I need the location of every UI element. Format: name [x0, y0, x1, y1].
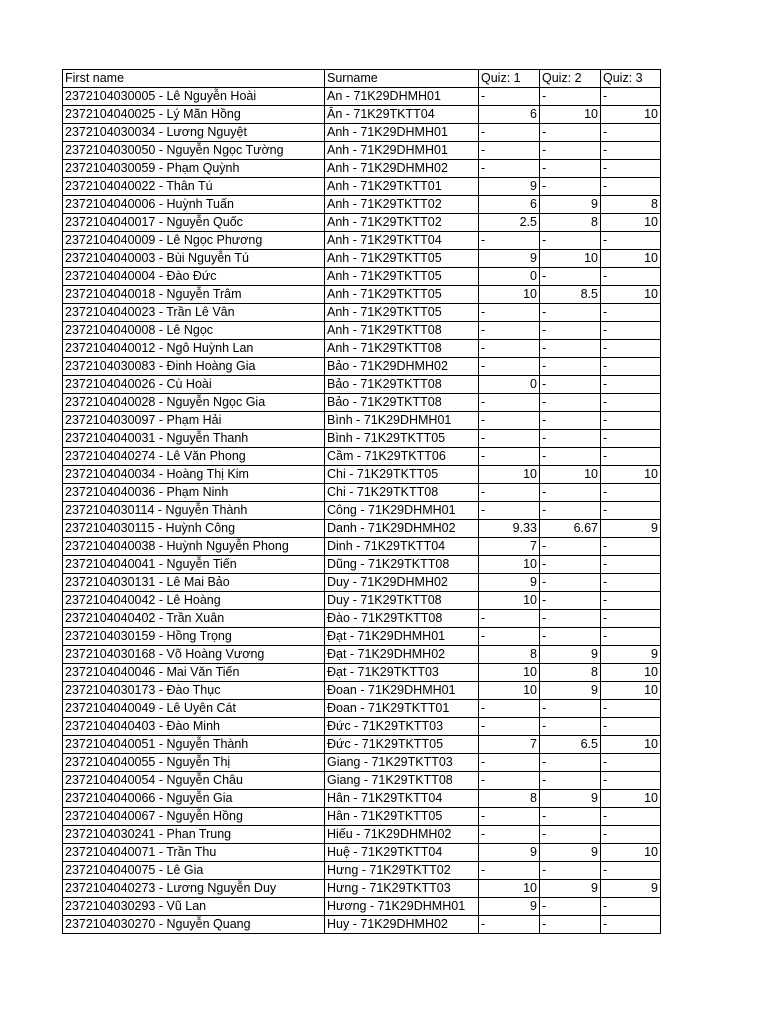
quiz-1-cell: - — [479, 340, 540, 358]
table-row — [63, 358, 661, 376]
table-row — [63, 106, 661, 124]
first-name-cell: 2372104030293 - Vũ Lan — [63, 898, 325, 916]
quiz-3-cell: - — [601, 88, 661, 106]
table-row — [63, 448, 661, 466]
table-row — [63, 844, 661, 862]
quiz-1-cell: - — [479, 322, 540, 340]
quiz-3-cell: - — [601, 610, 661, 628]
quiz-2-cell: - — [540, 232, 601, 250]
quiz-1-cell: - — [479, 124, 540, 142]
quiz-1-cell: - — [479, 484, 540, 502]
quiz-3-cell: 10 — [601, 466, 661, 484]
quiz-2-cell: 10 — [540, 106, 601, 124]
quiz-3-cell: 10 — [601, 286, 661, 304]
header-quiz-1: Quiz: 1 — [479, 70, 540, 88]
surname-cell: Anh - 71K29TKTT08 — [325, 322, 479, 340]
surname-cell: Đức - 71K29TKTT03 — [325, 718, 479, 736]
quiz-2-cell: 10 — [540, 466, 601, 484]
table-row — [63, 232, 661, 250]
surname-cell: Anh - 71K29TKTT01 — [325, 178, 479, 196]
first-name-cell: 2372104030059 - Phạm Quỳnh — [63, 160, 325, 178]
quiz-3-cell: - — [601, 358, 661, 376]
quiz-3-cell: - — [601, 304, 661, 322]
table-row — [63, 754, 661, 772]
quiz-3-cell: - — [601, 556, 661, 574]
table-row — [63, 736, 661, 754]
quiz-3-cell: - — [601, 916, 661, 934]
surname-cell: Anh - 71K29TKTT04 — [325, 232, 479, 250]
quiz-1-cell: - — [479, 826, 540, 844]
surname-cell: Anh - 71K29DHMH01 — [325, 124, 479, 142]
first-name-cell: 2372104040402 - Trần Xuân — [63, 610, 325, 628]
quiz-1-cell: 10 — [479, 592, 540, 610]
quiz-3-cell: - — [601, 484, 661, 502]
quiz-3-cell: - — [601, 142, 661, 160]
quiz-2-cell: 6.67 — [540, 520, 601, 538]
surname-cell: Anh - 71K29TKTT05 — [325, 250, 479, 268]
quiz-2-cell: - — [540, 574, 601, 592]
first-name-cell: 2372104040008 - Lê Ngọc — [63, 322, 325, 340]
quiz-3-cell: - — [601, 538, 661, 556]
quiz-2-cell: - — [540, 898, 601, 916]
quiz-1-cell: 8 — [479, 646, 540, 664]
quiz-2-cell: - — [540, 124, 601, 142]
table-row — [63, 610, 661, 628]
quiz-2-cell: - — [540, 412, 601, 430]
surname-cell: Huệ - 71K29TKTT04 — [325, 844, 479, 862]
quiz-3-cell: 10 — [601, 106, 661, 124]
first-name-cell: 2372104040055 - Nguyễn Thị — [63, 754, 325, 772]
table-row — [63, 142, 661, 160]
table-row — [63, 484, 661, 502]
table-row — [63, 718, 661, 736]
quiz-3-cell: - — [601, 502, 661, 520]
quiz-2-cell: - — [540, 862, 601, 880]
table-row — [63, 268, 661, 286]
quiz-2-cell: 9 — [540, 790, 601, 808]
quiz-3-cell: - — [601, 862, 661, 880]
quiz-1-cell: - — [479, 700, 540, 718]
quiz-2-cell: - — [540, 358, 601, 376]
first-name-cell: 2372104040028 - Nguyễn Ngọc Gia — [63, 394, 325, 412]
quiz-1-cell: - — [479, 412, 540, 430]
quiz-1-cell: 10 — [479, 286, 540, 304]
quiz-2-cell: - — [540, 700, 601, 718]
quiz-3-cell: 10 — [601, 736, 661, 754]
table-row — [63, 628, 661, 646]
table-row — [63, 322, 661, 340]
surname-cell: Anh - 71K29DHMH02 — [325, 160, 479, 178]
surname-cell: Cầm - 71K29TKTT06 — [325, 448, 479, 466]
quiz-1-cell: 9 — [479, 250, 540, 268]
header-quiz-2: Quiz: 2 — [540, 70, 601, 88]
table-row — [63, 124, 661, 142]
surname-cell: An - 71K29DHMH01 — [325, 88, 479, 106]
quiz-2-cell: - — [540, 826, 601, 844]
quiz-2-cell: - — [540, 376, 601, 394]
first-name-cell: 2372104030050 - Nguyễn Ngọc Tường — [63, 142, 325, 160]
quiz-2-cell: - — [540, 160, 601, 178]
table-row — [63, 916, 661, 934]
surname-cell: Hiếu - 71K29DHMH02 — [325, 826, 479, 844]
surname-cell: Duy - 71K29DHMH02 — [325, 574, 479, 592]
quiz-3-cell: - — [601, 754, 661, 772]
quiz-1-cell: 8 — [479, 790, 540, 808]
table-row — [63, 88, 661, 106]
quiz-2-cell: 8 — [540, 214, 601, 232]
surname-cell: Đào - 71K29TKTT08 — [325, 610, 479, 628]
quiz-2-cell: - — [540, 610, 601, 628]
quiz-3-cell: - — [601, 826, 661, 844]
surname-cell: Đạt - 71K29TKTT03 — [325, 664, 479, 682]
first-name-cell: 2372104040273 - Lương Nguyễn Duy — [63, 880, 325, 898]
quiz-1-cell: - — [479, 916, 540, 934]
header-row — [63, 70, 661, 88]
surname-cell: Đạt - 71K29DHMH02 — [325, 646, 479, 664]
quiz-1-cell: 10 — [479, 556, 540, 574]
quiz-3-cell: 10 — [601, 790, 661, 808]
quiz-2-cell: - — [540, 502, 601, 520]
first-name-cell: 2372104030115 - Huỳnh Công — [63, 520, 325, 538]
quiz-2-cell: - — [540, 268, 601, 286]
first-name-cell: 2372104040036 - Phạm Ninh — [63, 484, 325, 502]
quiz-1-cell: 9 — [479, 898, 540, 916]
first-name-cell: 2372104040051 - Nguyễn Thành — [63, 736, 325, 754]
first-name-cell: 2372104040004 - Đào Đức — [63, 268, 325, 286]
table-row — [63, 790, 661, 808]
quiz-3-cell: 9 — [601, 646, 661, 664]
quiz-1-cell: 0 — [479, 376, 540, 394]
quiz-2-cell: 9 — [540, 646, 601, 664]
surname-cell: Giang - 71K29TKTT08 — [325, 772, 479, 790]
quiz-1-cell: - — [479, 862, 540, 880]
first-name-cell: 2372104040025 - Lý Mãn Hồng — [63, 106, 325, 124]
first-name-cell: 2372104040046 - Mai Văn Tiến — [63, 664, 325, 682]
quiz-1-cell: - — [479, 304, 540, 322]
quiz-3-cell: - — [601, 232, 661, 250]
quiz-1-cell: - — [479, 718, 540, 736]
quiz-2-cell: - — [540, 340, 601, 358]
table-row — [63, 466, 661, 484]
quiz-2-cell: 8 — [540, 664, 601, 682]
quiz-2-cell: - — [540, 178, 601, 196]
first-name-cell: 2372104040066 - Nguyễn Gia — [63, 790, 325, 808]
quiz-2-cell: - — [540, 322, 601, 340]
quiz-1-cell: - — [479, 772, 540, 790]
surname-cell: Anh - 71K29TKTT05 — [325, 286, 479, 304]
surname-cell: Anh - 71K29TKTT02 — [325, 196, 479, 214]
table-row — [63, 862, 661, 880]
quiz-2-cell: 9 — [540, 682, 601, 700]
quiz-2-cell: 8.5 — [540, 286, 601, 304]
quiz-2-cell: - — [540, 808, 601, 826]
surname-cell: Huy - 71K29DHMH02 — [325, 916, 479, 934]
first-name-cell: 2372104040022 - Thân Tú — [63, 178, 325, 196]
first-name-cell: 2372104040006 - Huỳnh Tuấn — [63, 196, 325, 214]
first-name-cell: 2372104030270 - Nguyễn Quang — [63, 916, 325, 934]
table-row — [63, 646, 661, 664]
quiz-1-cell: - — [479, 88, 540, 106]
table-row — [63, 664, 661, 682]
quiz-1-cell: 9.33 — [479, 520, 540, 538]
first-name-cell: 2372104030131 - Lê Mai Bảo — [63, 574, 325, 592]
quiz-1-cell: 6 — [479, 196, 540, 214]
table-row — [63, 430, 661, 448]
quiz-1-cell: - — [479, 394, 540, 412]
quiz-2-cell: - — [540, 916, 601, 934]
first-name-cell: 2372104040038 - Huỳnh Nguyễn Phong — [63, 538, 325, 556]
quiz-3-cell: - — [601, 430, 661, 448]
first-name-cell: 2372104030168 - Võ Hoàng Vương — [63, 646, 325, 664]
table-row — [63, 178, 661, 196]
quiz-2-cell: 9 — [540, 880, 601, 898]
quiz-2-cell: 6.5 — [540, 736, 601, 754]
first-name-cell: 2372104040009 - Lê Ngọc Phương — [63, 232, 325, 250]
table-row — [63, 304, 661, 322]
surname-cell: Chi - 71K29TKTT08 — [325, 484, 479, 502]
quiz-3-cell: - — [601, 124, 661, 142]
surname-cell: Anh - 71K29TKTT08 — [325, 340, 479, 358]
table-row — [63, 682, 661, 700]
table-row — [63, 556, 661, 574]
quiz-1-cell: 7 — [479, 538, 540, 556]
table-row — [63, 880, 661, 898]
quiz-1-cell: - — [479, 628, 540, 646]
surname-cell: Đoan - 71K29TKTT01 — [325, 700, 479, 718]
quiz-3-cell: 10 — [601, 682, 661, 700]
table-row — [63, 286, 661, 304]
surname-cell: Công - 71K29DHMH01 — [325, 502, 479, 520]
surname-cell: Giang - 71K29TKTT03 — [325, 754, 479, 772]
surname-cell: Bảo - 71K29DHMH02 — [325, 358, 479, 376]
table-row — [63, 196, 661, 214]
quiz-3-cell: - — [601, 628, 661, 646]
quiz-3-cell: 10 — [601, 250, 661, 268]
table-row — [63, 250, 661, 268]
table-row — [63, 394, 661, 412]
table-body — [63, 88, 661, 934]
surname-cell: Duy - 71K29TKTT08 — [325, 592, 479, 610]
first-name-cell: 2372104040018 - Nguyễn Trâm — [63, 286, 325, 304]
quiz-2-cell: - — [540, 592, 601, 610]
quiz-1-cell: - — [479, 502, 540, 520]
first-name-cell: 2372104040403 - Đào Minh — [63, 718, 325, 736]
first-name-cell: 2372104040054 - Nguyễn Châu — [63, 772, 325, 790]
quiz-3-cell: - — [601, 898, 661, 916]
quiz-1-cell: - — [479, 754, 540, 772]
quiz-1-cell: 10 — [479, 664, 540, 682]
quiz-2-cell: - — [540, 628, 601, 646]
table-row — [63, 340, 661, 358]
table-row — [63, 214, 661, 232]
quiz-3-cell: - — [601, 718, 661, 736]
header-first-name: First name — [63, 70, 325, 88]
quiz-1-cell: 2.5 — [479, 214, 540, 232]
first-name-cell: 2372104030173 - Đào Thục — [63, 682, 325, 700]
quiz-1-cell: - — [479, 808, 540, 826]
quiz-2-cell: - — [540, 394, 601, 412]
quiz-3-cell: 10 — [601, 214, 661, 232]
surname-cell: Đạt - 71K29DHMH01 — [325, 628, 479, 646]
quiz-1-cell: - — [479, 142, 540, 160]
surname-cell: Bình - 71K29DHMH01 — [325, 412, 479, 430]
table-row — [63, 772, 661, 790]
quiz-3-cell: - — [601, 808, 661, 826]
quiz-1-cell: 10 — [479, 466, 540, 484]
quiz-3-cell: - — [601, 412, 661, 430]
quiz-2-cell: - — [540, 484, 601, 502]
quiz-3-cell: - — [601, 322, 661, 340]
surname-cell: Hưng - 71K29TKTT03 — [325, 880, 479, 898]
surname-cell: Anh - 71K29TKTT02 — [325, 214, 479, 232]
quiz-3-cell: 10 — [601, 844, 661, 862]
surname-cell: Đức - 71K29TKTT05 — [325, 736, 479, 754]
quiz-1-cell: 0 — [479, 268, 540, 286]
quiz-1-cell: - — [479, 448, 540, 466]
quiz-2-cell: - — [540, 754, 601, 772]
header-quiz-3: Quiz: 3 — [601, 70, 661, 88]
quiz-1-cell: 10 — [479, 880, 540, 898]
first-name-cell: 2372104030005 - Lê Nguyễn Hoài — [63, 88, 325, 106]
table-row — [63, 520, 661, 538]
quiz-3-cell: 9 — [601, 880, 661, 898]
first-name-cell: 2372104030097 - Phạm Hải — [63, 412, 325, 430]
quiz-1-cell: - — [479, 430, 540, 448]
surname-cell: Hưng - 71K29TKTT02 — [325, 862, 479, 880]
first-name-cell: 2372104040067 - Nguyễn Hồng — [63, 808, 325, 826]
quiz-2-cell: 10 — [540, 250, 601, 268]
first-name-cell: 2372104040031 - Nguyễn Thanh — [63, 430, 325, 448]
quiz-3-cell: - — [601, 700, 661, 718]
first-name-cell: 2372104040023 - Trần Lê Vân — [63, 304, 325, 322]
grades-table — [62, 69, 661, 934]
surname-cell: Danh - 71K29DHMH02 — [325, 520, 479, 538]
first-name-cell: 2372104030241 - Phan Trung — [63, 826, 325, 844]
surname-cell: Anh - 71K29DHMH01 — [325, 142, 479, 160]
surname-cell: Hân - 71K29TKTT04 — [325, 790, 479, 808]
header-surname: Surname — [325, 70, 479, 88]
quiz-3-cell: - — [601, 160, 661, 178]
quiz-3-cell: - — [601, 772, 661, 790]
quiz-3-cell: - — [601, 268, 661, 286]
surname-cell: Dinh - 71K29TKTT04 — [325, 538, 479, 556]
quiz-3-cell: - — [601, 394, 661, 412]
quiz-3-cell: - — [601, 592, 661, 610]
table-row — [63, 160, 661, 178]
quiz-2-cell: - — [540, 88, 601, 106]
quiz-3-cell: - — [601, 448, 661, 466]
quiz-2-cell: - — [540, 538, 601, 556]
table-row — [63, 412, 661, 430]
table-row — [63, 502, 661, 520]
first-name-cell: 2372104040041 - Nguyễn Tiến — [63, 556, 325, 574]
first-name-cell: 2372104040071 - Trần Thu — [63, 844, 325, 862]
quiz-1-cell: 7 — [479, 736, 540, 754]
surname-cell: Dũng - 71K29TKTT08 — [325, 556, 479, 574]
surname-cell: Hương - 71K29DHMH01 — [325, 898, 479, 916]
quiz-1-cell: 6 — [479, 106, 540, 124]
first-name-cell: 2372104030159 - Hồng Trọng — [63, 628, 325, 646]
quiz-2-cell: 9 — [540, 196, 601, 214]
table-row — [63, 808, 661, 826]
surname-cell: Bảo - 71K29TKTT08 — [325, 376, 479, 394]
surname-cell: Anh - 71K29TKTT05 — [325, 304, 479, 322]
quiz-1-cell: 9 — [479, 844, 540, 862]
table-row — [63, 376, 661, 394]
quiz-3-cell: 8 — [601, 196, 661, 214]
quiz-2-cell: - — [540, 556, 601, 574]
quiz-3-cell: - — [601, 340, 661, 358]
quiz-2-cell: 9 — [540, 844, 601, 862]
first-name-cell: 2372104040026 - Cù Hoài — [63, 376, 325, 394]
quiz-3-cell: - — [601, 574, 661, 592]
first-name-cell: 2372104040003 - Bùi Nguyễn Tú — [63, 250, 325, 268]
quiz-1-cell: - — [479, 160, 540, 178]
quiz-3-cell: - — [601, 376, 661, 394]
quiz-2-cell: - — [540, 304, 601, 322]
quiz-3-cell: 9 — [601, 520, 661, 538]
table-row — [63, 538, 661, 556]
table-row — [63, 898, 661, 916]
first-name-cell: 2372104030083 - Đinh Hoàng Gia — [63, 358, 325, 376]
quiz-1-cell: 9 — [479, 574, 540, 592]
quiz-2-cell: - — [540, 772, 601, 790]
surname-cell: Bảo - 71K29TKTT08 — [325, 394, 479, 412]
first-name-cell: 2372104040017 - Nguyễn Quốc — [63, 214, 325, 232]
first-name-cell: 2372104040274 - Lê Văn Phong — [63, 448, 325, 466]
quiz-1-cell: - — [479, 358, 540, 376]
quiz-2-cell: - — [540, 448, 601, 466]
quiz-3-cell: - — [601, 178, 661, 196]
first-name-cell: 2372104030114 - Nguyễn Thành — [63, 502, 325, 520]
surname-cell: Đoan - 71K29DHMH01 — [325, 682, 479, 700]
table-row — [63, 574, 661, 592]
first-name-cell: 2372104040034 - Hoàng Thị Kim — [63, 466, 325, 484]
quiz-3-cell: 10 — [601, 664, 661, 682]
first-name-cell: 2372104040049 - Lê Uyên Cát — [63, 700, 325, 718]
quiz-2-cell: - — [540, 430, 601, 448]
first-name-cell: 2372104030034 - Lương Nguyệt — [63, 124, 325, 142]
surname-cell: Chi - 71K29TKTT05 — [325, 466, 479, 484]
quiz-1-cell: - — [479, 610, 540, 628]
first-name-cell: 2372104040075 - Lê Gia — [63, 862, 325, 880]
surname-cell: Hân - 71K29TKTT05 — [325, 808, 479, 826]
quiz-1-cell: 9 — [479, 178, 540, 196]
first-name-cell: 2372104040042 - Lê Hoàng — [63, 592, 325, 610]
quiz-2-cell: - — [540, 718, 601, 736]
quiz-2-cell: - — [540, 142, 601, 160]
table-row — [63, 592, 661, 610]
table-row — [63, 826, 661, 844]
quiz-1-cell: - — [479, 232, 540, 250]
surname-cell: Bình - 71K29TKTT05 — [325, 430, 479, 448]
surname-cell: Ân - 71K29TKTT04 — [325, 106, 479, 124]
quiz-1-cell: 10 — [479, 682, 540, 700]
first-name-cell: 2372104040012 - Ngô Huỳnh Lan — [63, 340, 325, 358]
surname-cell: Anh - 71K29TKTT05 — [325, 268, 479, 286]
table-row — [63, 700, 661, 718]
